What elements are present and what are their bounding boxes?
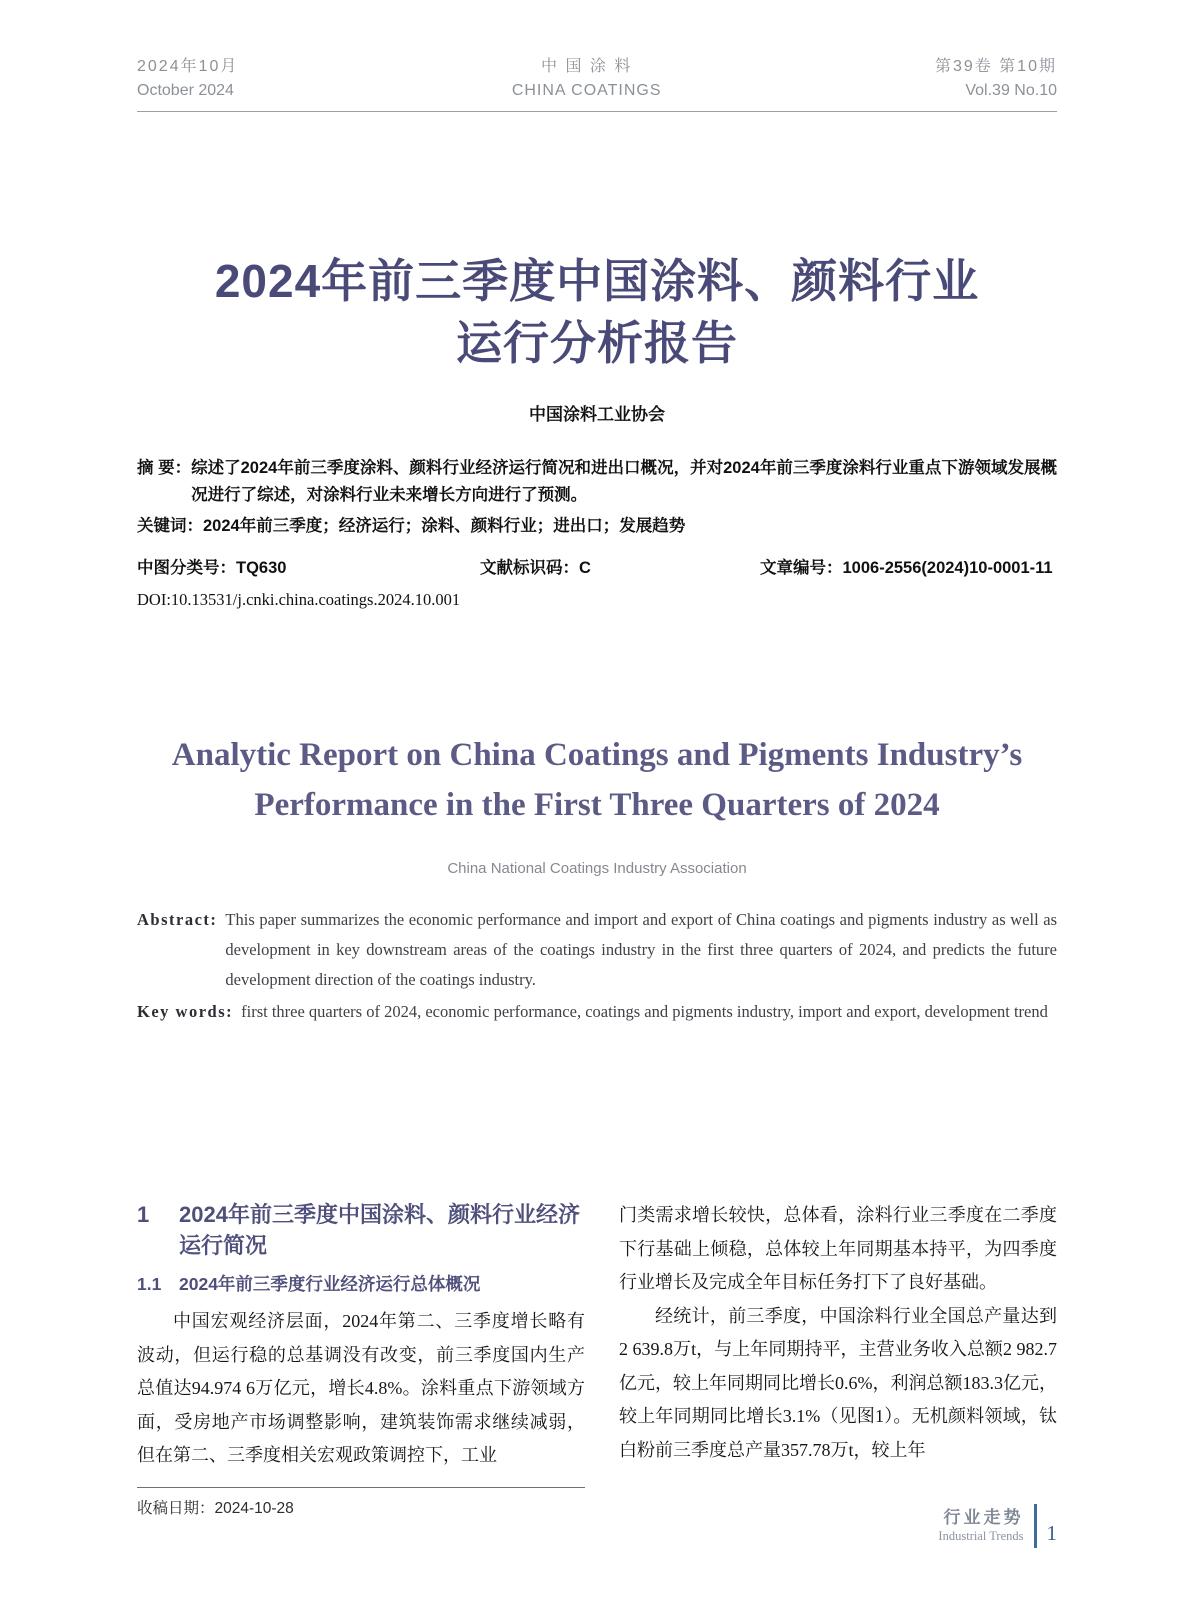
footer-badge-zh: 行业走势 [943,1508,1024,1527]
section-1-1-number: 1.1 [137,1274,162,1294]
section-1-1-title: 2024年前三季度行业经济运行总体概况 [179,1274,481,1294]
keywords-zh-label: 关键词： [137,517,203,535]
clc-number: 中图分类号：TQ630 [137,559,287,577]
abstract-en-text: This paper summarizes the economic performance and import and export of China coatings and pigments industry as well as development in key downstream areas of the coatings industry in the first three quarters of 2024, and predicts the future development direction of the coatings industry. [225,910,1057,989]
keywords-en-label: Key words: [137,1002,234,1021]
article-title-en [137,730,1057,830]
header-journal-en: CHINA COATINGS [511,82,662,99]
section-1-heading [137,1199,585,1261]
document-code: 文献标识码：C [480,559,591,577]
article-title-zh-line1: 2024年前三季度中国涂料、颜料行业 [214,255,980,307]
running-head-date [137,55,238,103]
header-date-en: October 2024 [137,82,234,99]
journal-page [137,0,1057,1600]
body-columns [137,1199,1057,1518]
abstract-en [137,905,1057,995]
footnote-divider [137,1487,585,1488]
footer-badge-text [938,1508,1033,1544]
running-head [137,0,1057,103]
body-column-right [619,1199,1057,1518]
body-paragraph-right-1: 门类需求增长较快，总体看，涂料行业三季度在二季度下行基础上倾稳，总体较上年同期基本持平，为四季度行业增长及完成全年目标任务打下了良好基础。 [619,1205,1057,1292]
article-id: 文章编号：1006-2556(2024)10-0001-11 [760,559,1053,577]
abstract-zh [137,455,1057,509]
body-paragraph-right-2: 经统计，前三季度，中国涂料行业全国总产量达到2 639.8万t，与上年同期持平，主营业务收入总额2 982.7亿元，较上年同期同比增长0.6%，利润总额183.3亿元，较上年同期同比增长3.1%（见图1）。无机颜料领域，钛白粉前三季度总产量357.78万t，较上年 [619,1305,1057,1460]
article-title-en-line2: Performance in the First Three Quarters of 2024 [254,787,940,823]
abstract-en-label: Abstract: [137,910,218,929]
header-volume-en: Vol.39 No.10 [965,82,1057,99]
keywords-en-text: first three quarters of 2024, economic performance, coatings and pigments industry, import and export, development trend [241,1002,1048,1021]
running-head-volume [935,55,1057,103]
section-1-number: 1 [137,1202,150,1227]
article-title-en-line1: Analytic Report on China Coatings and Pigments Industry’s [171,737,1023,773]
body-column-left [137,1199,585,1518]
footer-badge-en: Industrial Trends [938,1529,1024,1543]
keywords-zh-text: 2024年前三季度；经济运行；涂料、颜料行业；进出口；发展趋势 [203,517,686,535]
header-journal-zh: 中 国 涂 料 [541,58,633,75]
abstract-zh-label: 摘 要： [137,459,192,477]
header-volume-zh: 第39卷 第10期 [934,58,1057,75]
article-title-zh-line2: 运行分析报告 [456,317,738,369]
footer-badge [938,1504,1057,1548]
abstract-zh-text: 综述了2024年前三季度涂料、颜料行业经济运行简况和进出口概况，并对2024年前三季度涂料行业重点下游领域发展概况进行了综述，对涂料行业未来增长方向进行了预测。 [191,459,1057,504]
keywords-en [137,997,1057,1027]
doi: DOI:10.13531/j.cnki.china.coatings.2024.10.001 [137,590,461,609]
received-date: 收稿日期：2024-10-28 [137,1499,294,1517]
author-en: China National Coatings Industry Association [447,860,747,877]
classification-meta [137,554,1057,578]
section-1-title: 2024年前三季度中国涂料、颜料行业经济运行简况 [179,1202,580,1258]
running-head-journal [512,55,662,103]
header-divider [137,111,1057,112]
author-zh: 中国涂料工业协会 [529,405,665,424]
article-title-zh [137,250,1057,374]
page-number: 1 [1046,1521,1057,1545]
keywords-zh [137,513,1057,540]
body-paragraph-left: 中国宏观经济层面，2024年第二、三季度增长略有波动，但运行稳的总基调没有改变，前三季度国内生产总值达94.974 6万亿元，增长4.8%。涂料重点下游领域方面，受房地产市场调整影响，建筑装饰需求继续减弱，但在第二、三季度相关宏观政策调控下，工业 [137,1311,585,1465]
section-1-1-heading [137,1271,585,1297]
header-date-zh: 2024年10月 [137,58,239,75]
